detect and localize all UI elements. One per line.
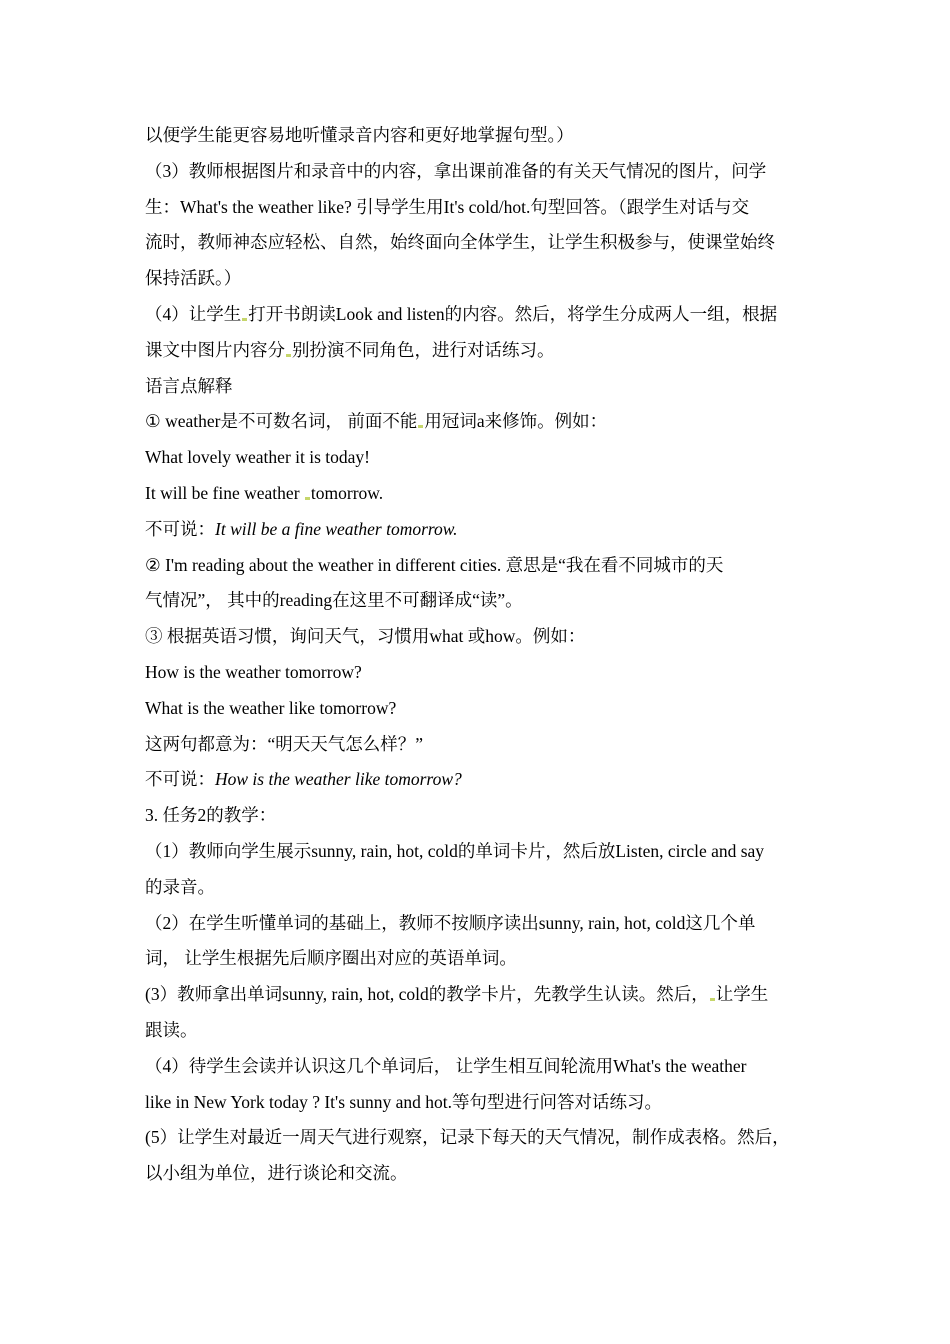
example-sentence: How is the weather tomorrow? — [145, 661, 362, 682]
text-line: 跟读。 — [145, 1019, 198, 1040]
text-line: （2）在学生听懂单词的基础上，教师不按顺序读出sunny, rain, hot, cold这几个单 — [145, 912, 756, 933]
text-line — [145, 404, 825, 440]
text-segment: （4）让学生 — [145, 303, 242, 324]
text-label: 不可说： — [145, 518, 215, 539]
text-line — [145, 297, 825, 333]
text-line: (5）让学生对最近一周天气进行观察，记录下每天的天气情况，制作成表格。然后， — [145, 1127, 790, 1148]
edit-mark — [242, 318, 247, 321]
text-line: 保持活跃。） — [145, 268, 242, 289]
text-line: 流时，教师神态应轻松、自然，始终面向全体学生，让学生积极参与，使课堂始终 — [145, 232, 775, 253]
incorrect-example: It will be a fine weather tomorrow. — [215, 518, 458, 539]
document-body — [145, 118, 825, 1192]
text-label: 不可说： — [145, 769, 215, 790]
text-segment: 让学生 — [715, 984, 769, 1005]
text-line: （4）待学生会读并认识这几个单词后， 让学生相互间轮流用What's the weather — [145, 1055, 747, 1076]
text-segment: tomorrow. — [310, 482, 384, 503]
example-sentence: What lovely weather it is today! — [145, 447, 370, 468]
text-segment: It will be fine weather — [145, 482, 304, 503]
section-heading: 语言点解释 — [145, 375, 233, 396]
text-segment: ① weather是不可数名词， 前面不能 — [145, 411, 418, 432]
section-heading: 3. 任务2的教学： — [145, 805, 277, 826]
text-line — [145, 333, 825, 369]
text-segment: 课文中图片内容分 — [145, 339, 285, 360]
text-line — [145, 977, 825, 1013]
text-line: 气情况”， 其中的reading在这里不可翻译成“读”。 — [145, 590, 523, 611]
text-line: like in New York today ? It's sunny and hot.等句型进行问答对话练习。 — [145, 1091, 662, 1112]
text-line: 词， 让学生根据先后顺序圈出对应的英语单词。 — [145, 948, 517, 969]
text-line: ③ 根据英语习惯，询问天气，习惯用what 或how。例如： — [145, 626, 586, 647]
incorrect-example: How is the weather like tomorrow? — [215, 769, 462, 790]
text-line: 的录音。 — [145, 876, 215, 897]
example-sentence — [145, 476, 825, 512]
text-segment: (3）教师拿出单词sunny, rain, hot, cold的教学卡片，先教学生认读。然后， — [145, 984, 709, 1005]
text-line — [145, 512, 825, 548]
text-line: （1）教师向学生展示sunny, rain, hot, cold的单词卡片，然后放Listen, circle and say — [145, 840, 765, 861]
text-line: ② I'm reading about the weather in different cities. 意思是“我在看不同城市的天 — [145, 554, 724, 575]
text-line: 以便学生能更容易地听懂录音内容和更好地掌握句型。） — [145, 125, 574, 145]
edit-mark — [710, 998, 715, 1001]
edit-mark — [286, 354, 291, 357]
example-sentence: What is the weather like tomorrow? — [145, 697, 397, 718]
text-line: 这两句都意为：“明天天气怎么样？” — [145, 733, 424, 754]
text-line: 生：What's the weather like? 引导学生用It's cold/hot.句型回答。（跟学生对话与交 — [145, 196, 750, 217]
text-segment: 别扮演不同角色，进行对话练习。 — [292, 339, 555, 360]
text-segment: 打开书朗读Look and listen的内容。然后，将学生分成两人一组，根据 — [248, 303, 778, 324]
edit-mark — [305, 497, 310, 500]
text-line: 以小组为单位，进行谈论和交流。 — [145, 1163, 408, 1184]
text-segment: 用冠词a来修饰。例如： — [424, 411, 608, 432]
text-line — [145, 762, 825, 798]
edit-mark — [418, 425, 423, 428]
text-line: （3）教师根据图片和录音中的内容，拿出课前准备的有关天气情况的图片，问学 — [145, 160, 767, 181]
